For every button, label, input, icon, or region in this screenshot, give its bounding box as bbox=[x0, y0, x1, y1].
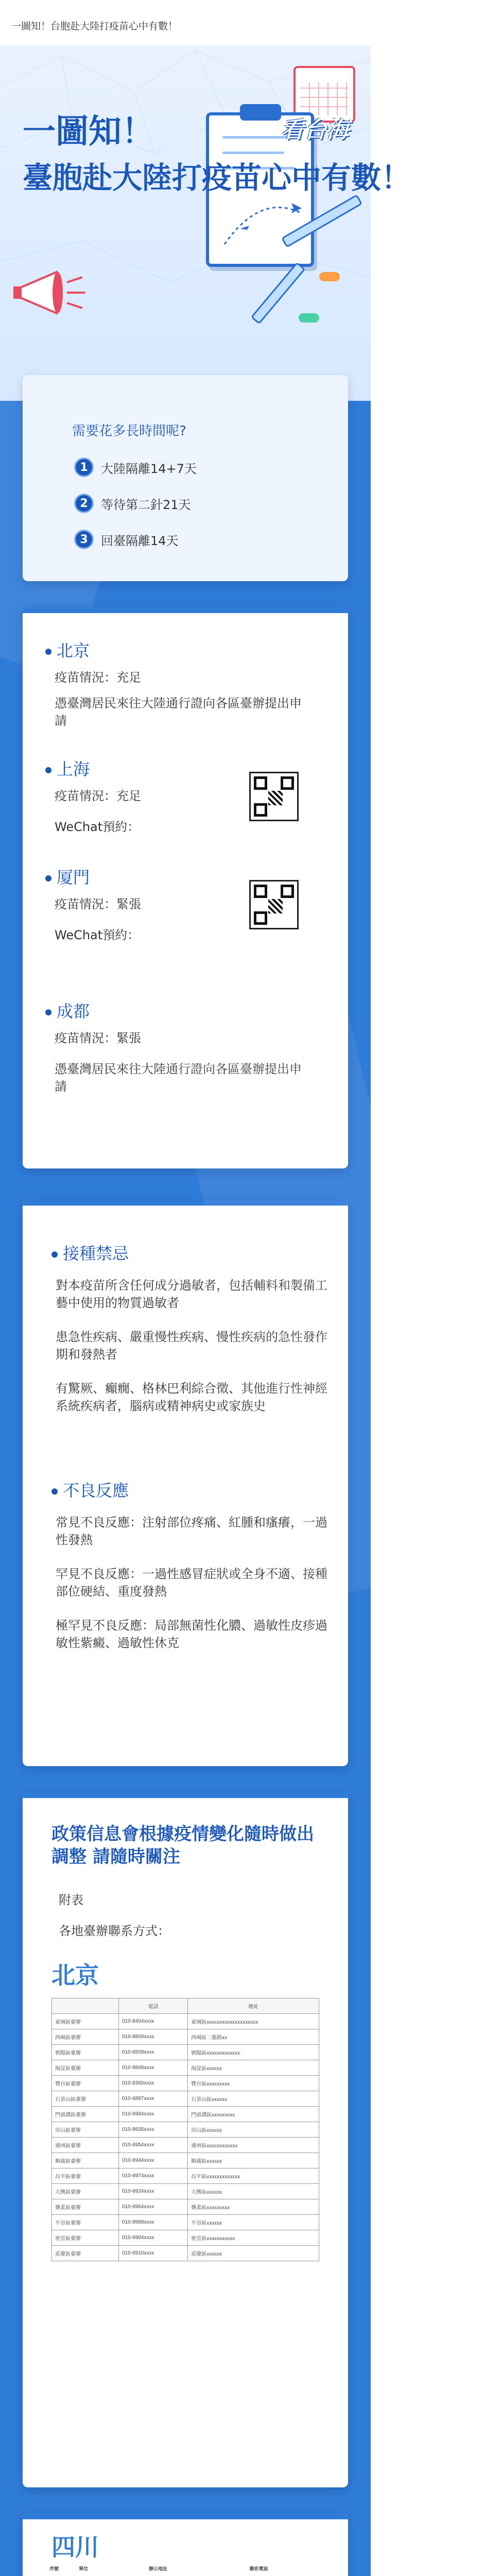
table-cell: 延慶區xxxxxx bbox=[188, 2246, 319, 2261]
adverse-reaction-heading: 不良反應 bbox=[51, 1478, 129, 1501]
city-vaccine-status: 疫苗情況：充足 bbox=[55, 789, 141, 803]
table-row bbox=[52, 2076, 319, 2091]
table-header: 電話 bbox=[119, 1998, 188, 2014]
table-cell: 010-8365xxxx bbox=[119, 2076, 188, 2091]
table-cell: 懷柔區臺辦 bbox=[52, 2199, 119, 2215]
table-row bbox=[52, 2060, 319, 2076]
table-header: 地址 bbox=[188, 1998, 319, 2014]
hero-title-line2: 臺胞赴大陸打疫苗心中有數！ bbox=[23, 160, 411, 195]
table-cell: 豐台區xxxxxxxxx bbox=[188, 2076, 319, 2091]
step-number-badge: 2 bbox=[74, 494, 94, 513]
duration-item-text: 回臺隔離14天 bbox=[101, 533, 179, 548]
contraindication-para: 有驚厥、癲癇、格林巴利綜合徵、其他進行性神經系統疾病者，腦病或精神病史或家族史 bbox=[56, 1381, 327, 1413]
table-cell: 朝陽區xxxxxxxxxxxxx bbox=[188, 2045, 319, 2060]
cities-card bbox=[23, 607, 348, 1168]
hero-banner bbox=[0, 45, 411, 401]
contraindication-heading: 接種禁忌 bbox=[51, 1241, 129, 1264]
table-cell: 房山區臺辦 bbox=[52, 2122, 119, 2138]
table-cell: 010-6944xxxx bbox=[119, 2153, 188, 2168]
table-cell: 石景山區臺辦 bbox=[52, 2091, 119, 2107]
table-cell: 密雲區xxxxxxxxxxx bbox=[188, 2230, 319, 2246]
table-row bbox=[52, 2215, 319, 2230]
table-cell: 010-8935xxxx bbox=[119, 2122, 188, 2138]
table-cell: 懷柔區xxxxxxxxx bbox=[188, 2199, 319, 2215]
duration-item bbox=[74, 494, 191, 513]
city-vaccine-status: 疫苗情況：緊張 bbox=[55, 1031, 141, 1045]
step-number-badge: 1 bbox=[74, 457, 94, 477]
table-row bbox=[52, 2107, 319, 2122]
city-vaccine-status: 疫苗情況：緊張 bbox=[55, 897, 141, 911]
pill-icon bbox=[299, 313, 319, 323]
adverse-reaction-para: 極罕見不良反應：局部無菌性化膿、過敏性皮疹過敏性紫癜、過敏性休克 bbox=[56, 1618, 327, 1650]
table-cell: 順義區臺辦 bbox=[52, 2153, 119, 2168]
table-cell: 大興區臺辦 bbox=[52, 2184, 119, 2199]
table-row bbox=[52, 2230, 319, 2246]
table-cell: 密雲區臺辦 bbox=[52, 2230, 119, 2246]
table-cell: 順義區xxxxxx bbox=[188, 2153, 319, 2168]
table-cell: 西城區二龍路xx bbox=[188, 2029, 319, 2045]
table-header bbox=[52, 1998, 119, 2014]
adverse-reaction-para: 罕見不良反應：一過性感冒症狀或全身不適、接種部位硬結、重度發熱 bbox=[56, 1567, 327, 1599]
city-heading-chengdu: 成都 bbox=[45, 998, 90, 1022]
table-header: 單位 bbox=[77, 2560, 147, 2576]
pill-icon bbox=[319, 272, 340, 281]
table-row bbox=[52, 2246, 319, 2261]
table-cell: 大興區xxxxxx bbox=[188, 2184, 319, 2199]
page-title-bar bbox=[0, 0, 371, 45]
table-header: 聯系電話 bbox=[247, 2560, 325, 2576]
table-cell: 010-8848xxxx bbox=[119, 2060, 188, 2076]
infographic-poster bbox=[0, 45, 411, 2576]
duration-question: 需要花多長時間呢? bbox=[72, 423, 186, 439]
table-cell: 東城區xxxxxxxxxxxxxxxxxxxx bbox=[188, 2014, 319, 2029]
vaccination-notice-card bbox=[23, 1199, 348, 1766]
table-cell: 010-6904xxxx bbox=[119, 2230, 188, 2246]
table-cell: 010-6924xxxx bbox=[119, 2184, 188, 2199]
contraindication-para: 對本疫苗所含任何成分過敏者，包括輔料和製備工藝中使用的物質過敏者 bbox=[56, 1278, 327, 1310]
duration-item bbox=[74, 530, 179, 549]
brand-logo: 看台海 bbox=[281, 117, 349, 143]
duration-item-text: 大陸隔離14+7天 bbox=[101, 461, 197, 476]
duration-item bbox=[74, 457, 197, 477]
table-row bbox=[52, 2029, 319, 2045]
table-cell: 010-6964xxxx bbox=[119, 2199, 188, 2215]
duration-item-text: 等待第二針21天 bbox=[101, 497, 191, 512]
city-heading-beijing: 北京 bbox=[45, 638, 90, 662]
city-vaccine-status: 疫苗情況：充足 bbox=[55, 670, 141, 685]
table-cell: 昌平區xxxxxxxxxxxxx bbox=[188, 2168, 319, 2184]
table-cell: 010-6887xxxx bbox=[119, 2091, 188, 2107]
city-apply-note: 憑臺灣居民來往大陸通行證向各區臺辦提出申請 bbox=[55, 1062, 302, 1094]
megaphone-icon bbox=[10, 262, 93, 324]
table-cell: 海淀區xxxxxx bbox=[188, 2060, 319, 2076]
table-cell: 豐台區臺辦 bbox=[52, 2076, 119, 2091]
city-wechat-label: WeChat預約： bbox=[55, 928, 140, 942]
table-cell: 朝陽區臺辦 bbox=[52, 2045, 119, 2060]
table-row bbox=[52, 2091, 319, 2107]
duration-card bbox=[23, 375, 348, 581]
table-cell: 東城區臺辦 bbox=[52, 2014, 119, 2029]
table-row bbox=[52, 2045, 319, 2060]
table-cell: 010-8809xxxx bbox=[119, 2029, 188, 2045]
region-title-beijing: 北京 bbox=[51, 1961, 99, 1989]
table-row bbox=[52, 2014, 319, 2029]
step-number-badge: 3 bbox=[74, 530, 94, 549]
hero-title-line1: 一圖知！ bbox=[23, 113, 154, 151]
city-heading-shanghai: 上海 bbox=[45, 756, 90, 780]
contacts-card-sichuan bbox=[23, 2513, 348, 2576]
table-cell: 平谷區xxxxxx bbox=[188, 2215, 319, 2230]
city-apply-note: 憑臺灣居民來往大陸通行證向各區臺辦提出申請 bbox=[55, 696, 302, 728]
table-header: 辦公地址 bbox=[147, 2560, 247, 2576]
table-cell: 010-6984xxxx bbox=[119, 2107, 188, 2122]
table-cell: 通州區臺辦 bbox=[52, 2138, 119, 2153]
adverse-reaction-para: 常見不良反應：注射部位疼痛、紅腫和瘙癢，一過性發熱 bbox=[56, 1515, 327, 1547]
table-cell: 010-8999xxxx bbox=[119, 2215, 188, 2230]
wechat-qr-code-xiamen[interactable] bbox=[249, 880, 299, 929]
contraindication-para: 患急性疾病、嚴重慢性疾病、慢性疾病的急性發作期和發熱者 bbox=[56, 1330, 327, 1362]
table-cell: 石景山區xxxxxx bbox=[188, 2091, 319, 2107]
table-cell: 010-6910xxxx bbox=[119, 2246, 188, 2261]
table-cell: 昌平區臺辦 bbox=[52, 2168, 119, 2184]
table-cell: 房山區xxxxxx bbox=[188, 2122, 319, 2138]
policy-notice-title: 政策信息會根據疫情變化隨時做出調整 請隨時關注 bbox=[51, 1824, 314, 1867]
table-row bbox=[52, 2199, 319, 2215]
table-row bbox=[52, 2153, 319, 2168]
beijing-contacts-table bbox=[51, 1998, 319, 2261]
table-cell: 通州區xxxxxxxxxxxx bbox=[188, 2138, 319, 2153]
appendix-label: 附表 bbox=[59, 1893, 83, 1907]
table-cell: 平谷區臺辦 bbox=[52, 2215, 119, 2230]
table-cell: 門頭溝區xxxxxxxxx bbox=[188, 2107, 319, 2122]
table-cell: 延慶區臺辦 bbox=[52, 2246, 119, 2261]
sichuan-contacts-table bbox=[47, 2560, 325, 2576]
contacts-card-beijing bbox=[23, 1792, 348, 2487]
table-cell: 010-8404xxxx bbox=[119, 2014, 188, 2029]
table-row bbox=[52, 2184, 319, 2199]
table-row bbox=[52, 2122, 319, 2138]
table-cell: 010-6954xxxx bbox=[119, 2138, 188, 2153]
table-cell: 西城區臺辦 bbox=[52, 2029, 119, 2045]
table-row bbox=[52, 2138, 319, 2153]
table-cell: 門頭溝區臺辦 bbox=[52, 2107, 119, 2122]
city-wechat-label: WeChat預約： bbox=[55, 820, 140, 834]
table-cell: 海淀區臺辦 bbox=[52, 2060, 119, 2076]
contacts-label: 各地臺辦聯系方式： bbox=[59, 1924, 170, 1938]
city-heading-xiamen: 厦門 bbox=[45, 865, 90, 888]
table-row bbox=[52, 2168, 319, 2184]
table-cell: 010-6974xxxx bbox=[119, 2168, 188, 2184]
table-header: 序號 bbox=[47, 2560, 77, 2576]
table-cell: 010-6509xxxx bbox=[119, 2045, 188, 2060]
region-title-sichuan: 四川 bbox=[51, 2533, 99, 2561]
wechat-qr-code-shanghai[interactable] bbox=[249, 772, 299, 821]
page-title: 一圖知！台胞赴大陸打疫苗心中有數！ bbox=[11, 21, 178, 32]
